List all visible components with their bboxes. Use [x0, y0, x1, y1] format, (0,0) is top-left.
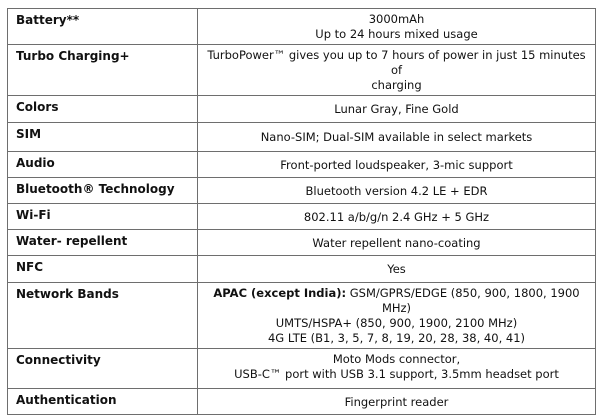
value-line: UMTS/HSPA+ (850, 900, 1900, 2100 MHz)	[275, 316, 518, 330]
value-line: Yes	[387, 262, 406, 276]
value-line: Water repellent nano-coating	[312, 235, 481, 250]
value-line: 802.11 a/b/g/n 2.4 GHz + 5 GHz	[303, 209, 490, 224]
spec-row-bluetooth	[8, 178, 596, 204]
spec-label: Connectivity	[8, 349, 198, 389]
spec-row-water-repellent	[8, 230, 596, 256]
spec-value	[198, 9, 596, 45]
value-line: TurboPower™ gives you up to 7 hours of power in just 15 minutes of	[207, 48, 586, 77]
spec-label: Bluetooth® Technology	[8, 178, 198, 204]
spec-row-sim	[8, 123, 596, 152]
spec-value	[198, 230, 596, 256]
spec-value	[198, 45, 596, 96]
spec-label: Water- repellent	[8, 230, 198, 256]
spec-label: Authentication	[8, 389, 198, 415]
spec-value	[198, 256, 596, 283]
value-line: Fingerprint reader	[344, 394, 449, 409]
spec-row-battery	[8, 9, 596, 45]
value-line: USB-C™ port with USB 3.1 support, 3.5mm headset port	[234, 367, 559, 381]
spec-value	[198, 152, 596, 178]
spec-value	[198, 389, 596, 415]
spec-label: Wi-Fi	[8, 204, 198, 230]
spec-label: Network Bands	[8, 283, 198, 349]
value-line: MHz)	[381, 301, 412, 315]
spec-label: Audio	[8, 152, 198, 178]
spec-row-nfc	[8, 256, 596, 283]
spec-row-authentication	[8, 389, 596, 415]
value-line: Up to 24 hours mixed usage	[315, 27, 478, 41]
spec-value	[198, 123, 596, 152]
spec-table	[7, 8, 596, 415]
value-text: GSM/GPRS/EDGE (850, 900, 1800, 1900	[349, 286, 580, 300]
value-line: Front-ported loudspeaker, 3-mic support	[280, 157, 513, 172]
spec-row-wifi	[8, 204, 596, 230]
value-line: Bluetooth version 4.2 LE + EDR	[305, 183, 488, 198]
spec-row-network-bands	[8, 283, 596, 349]
spec-row-colors	[8, 96, 596, 123]
value-line: 3000mAh	[368, 12, 425, 26]
spec-value	[198, 96, 596, 123]
spec-row-audio	[8, 152, 596, 178]
value-line: Nano-SIM; Dual-SIM available in select markets	[260, 130, 533, 144]
spec-row-connectivity	[8, 349, 596, 389]
spec-label: Turbo Charging+	[8, 45, 198, 96]
value-line: Moto Mods connector,	[332, 352, 461, 366]
spec-value	[198, 349, 596, 389]
spec-label: Battery**	[8, 9, 198, 45]
value-line	[206, 286, 587, 301]
spec-value	[198, 178, 596, 204]
region-label: APAC (except India):	[213, 286, 347, 300]
spec-value	[198, 204, 596, 230]
value-line: charging	[371, 78, 422, 92]
value-line: 4G LTE (B1, 3, 5, 7, 8, 19, 20, 28, 38, 40, 41)	[267, 331, 525, 345]
spec-row-turbo-charging	[8, 45, 596, 96]
spec-value	[198, 283, 596, 349]
value-line: Lunar Gray, Fine Gold	[334, 102, 459, 116]
spec-label: NFC	[8, 256, 198, 283]
spec-label: SIM	[8, 123, 198, 152]
spec-label: Colors	[8, 96, 198, 123]
